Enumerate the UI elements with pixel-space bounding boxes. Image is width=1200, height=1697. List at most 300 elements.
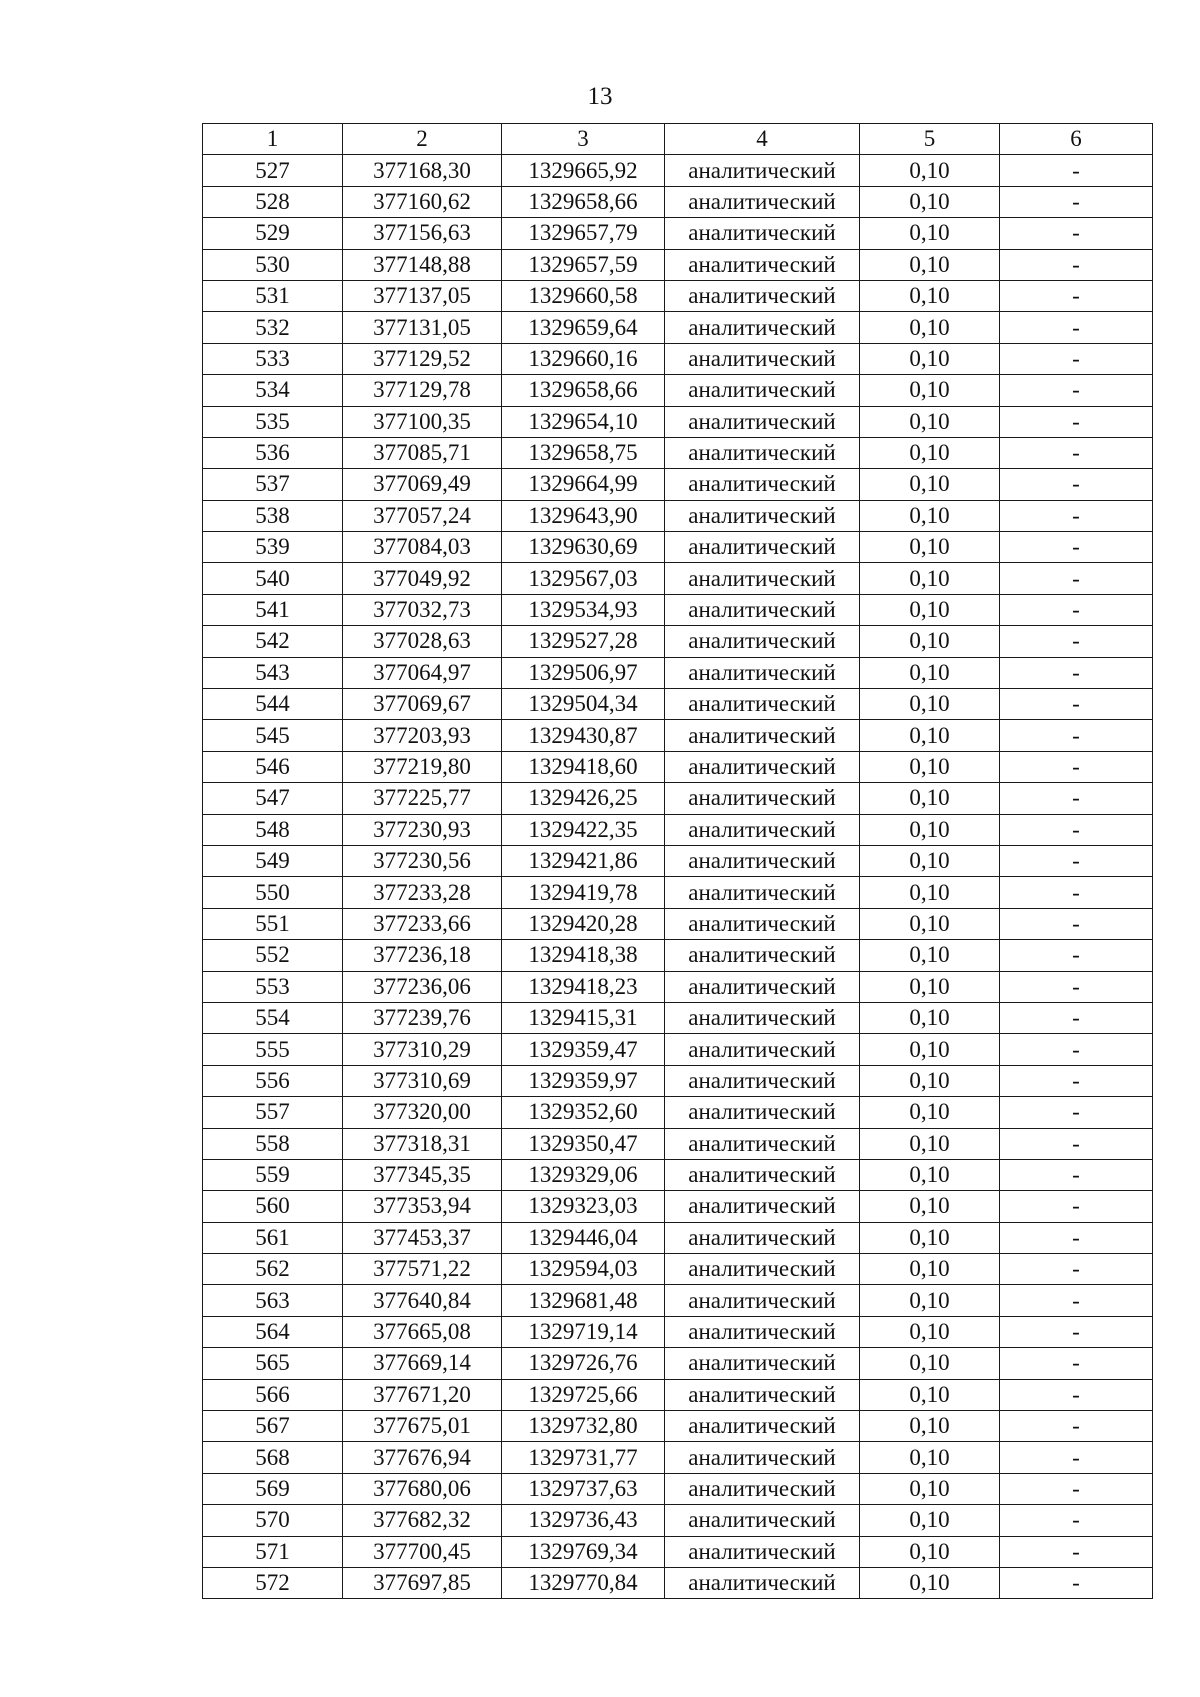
- x-coordinate-cell: 377236,06: [343, 971, 502, 1002]
- note-cell: -: [1000, 375, 1153, 406]
- table-row: [203, 1411, 1153, 1442]
- y-coordinate-cell: 1329418,60: [502, 751, 665, 782]
- y-coordinate-cell: 1329659,64: [502, 312, 665, 343]
- point-number-cell: 548: [203, 814, 343, 845]
- accuracy-cell: 0,10: [860, 971, 1000, 1002]
- note-cell: -: [1000, 783, 1153, 814]
- y-coordinate-cell: 1329430,87: [502, 720, 665, 751]
- method-cell: аналитический: [665, 657, 860, 688]
- note-cell: -: [1000, 1065, 1153, 1096]
- method-cell: аналитический: [665, 1348, 860, 1379]
- x-coordinate-cell: 377353,94: [343, 1191, 502, 1222]
- table-row: [203, 1536, 1153, 1567]
- x-coordinate-cell: 377069,67: [343, 689, 502, 720]
- note-cell: -: [1000, 1442, 1153, 1473]
- y-coordinate-cell: 1329725,66: [502, 1379, 665, 1410]
- y-coordinate-cell: 1329352,60: [502, 1097, 665, 1128]
- y-coordinate-cell: 1329732,80: [502, 1411, 665, 1442]
- table-row: [203, 1159, 1153, 1190]
- x-coordinate-cell: 377239,76: [343, 1002, 502, 1033]
- method-cell: аналитический: [665, 532, 860, 563]
- y-coordinate-cell: 1329657,59: [502, 249, 665, 280]
- method-cell: аналитический: [665, 469, 860, 500]
- table-row: [203, 1473, 1153, 1504]
- method-cell: аналитический: [665, 689, 860, 720]
- x-coordinate-cell: 377676,94: [343, 1442, 502, 1473]
- method-cell: аналитический: [665, 1097, 860, 1128]
- x-coordinate-cell: 377225,77: [343, 783, 502, 814]
- table-row: [203, 406, 1153, 437]
- accuracy-cell: 0,10: [860, 1097, 1000, 1128]
- note-cell: -: [1000, 532, 1153, 563]
- y-coordinate-cell: 1329658,75: [502, 437, 665, 468]
- table-row: [203, 500, 1153, 531]
- x-coordinate-cell: 377310,69: [343, 1065, 502, 1096]
- y-coordinate-cell: 1329719,14: [502, 1316, 665, 1347]
- point-number-cell: 559: [203, 1159, 343, 1190]
- accuracy-cell: 0,10: [860, 783, 1000, 814]
- method-cell: аналитический: [665, 720, 860, 751]
- note-cell: -: [1000, 186, 1153, 217]
- note-cell: -: [1000, 1002, 1153, 1033]
- accuracy-cell: 0,10: [860, 940, 1000, 971]
- point-number-cell: 558: [203, 1128, 343, 1159]
- note-cell: -: [1000, 594, 1153, 625]
- column-header: 6: [1000, 124, 1153, 155]
- note-cell: -: [1000, 563, 1153, 594]
- accuracy-cell: 0,10: [860, 720, 1000, 751]
- method-cell: аналитический: [665, 312, 860, 343]
- accuracy-cell: 0,10: [860, 1254, 1000, 1285]
- x-coordinate-cell: 377671,20: [343, 1379, 502, 1410]
- accuracy-cell: 0,10: [860, 1128, 1000, 1159]
- table-row: [203, 1442, 1153, 1473]
- table-row: [203, 1348, 1153, 1379]
- method-cell: аналитический: [665, 1254, 860, 1285]
- table-row: [203, 1316, 1153, 1347]
- point-number-cell: 547: [203, 783, 343, 814]
- x-coordinate-cell: 377669,14: [343, 1348, 502, 1379]
- table-row: [203, 751, 1153, 782]
- point-number-cell: 538: [203, 500, 343, 531]
- note-cell: -: [1000, 1128, 1153, 1159]
- note-cell: -: [1000, 814, 1153, 845]
- page-number: 13: [587, 83, 613, 110]
- accuracy-cell: 0,10: [860, 312, 1000, 343]
- x-coordinate-cell: 377100,35: [343, 406, 502, 437]
- x-coordinate-cell: 377640,84: [343, 1285, 502, 1316]
- point-number-cell: 527: [203, 155, 343, 186]
- x-coordinate-cell: 377310,29: [343, 1034, 502, 1065]
- accuracy-cell: 0,10: [860, 1034, 1000, 1065]
- accuracy-cell: 0,10: [860, 218, 1000, 249]
- point-number-cell: 554: [203, 1002, 343, 1033]
- x-coordinate-cell: 377203,93: [343, 720, 502, 751]
- method-cell: аналитический: [665, 343, 860, 374]
- note-cell: -: [1000, 500, 1153, 531]
- note-cell: -: [1000, 1348, 1153, 1379]
- x-coordinate-cell: 377675,01: [343, 1411, 502, 1442]
- accuracy-cell: 0,10: [860, 1411, 1000, 1442]
- column-header: 5: [860, 124, 1000, 155]
- point-number-cell: 570: [203, 1505, 343, 1536]
- y-coordinate-cell: 1329654,10: [502, 406, 665, 437]
- method-cell: аналитический: [665, 186, 860, 217]
- x-coordinate-cell: 377571,22: [343, 1254, 502, 1285]
- y-coordinate-cell: 1329359,47: [502, 1034, 665, 1065]
- point-number-cell: 553: [203, 971, 343, 1002]
- table-row: [203, 532, 1153, 563]
- y-coordinate-cell: 1329426,25: [502, 783, 665, 814]
- note-cell: -: [1000, 845, 1153, 876]
- point-number-cell: 530: [203, 249, 343, 280]
- y-coordinate-cell: 1329731,77: [502, 1442, 665, 1473]
- y-coordinate-cell: 1329421,86: [502, 845, 665, 876]
- accuracy-cell: 0,10: [860, 469, 1000, 500]
- table-row: [203, 155, 1153, 186]
- method-cell: аналитический: [665, 1034, 860, 1065]
- y-coordinate-cell: 1329665,92: [502, 155, 665, 186]
- table-row: [203, 375, 1153, 406]
- x-coordinate-cell: 377230,56: [343, 845, 502, 876]
- table-row: [203, 908, 1153, 939]
- note-cell: -: [1000, 312, 1153, 343]
- note-cell: -: [1000, 1411, 1153, 1442]
- table-row: [203, 1065, 1153, 1096]
- x-coordinate-cell: 377137,05: [343, 280, 502, 311]
- accuracy-cell: 0,10: [860, 1159, 1000, 1190]
- x-coordinate-cell: 377345,35: [343, 1159, 502, 1190]
- table-row: [203, 971, 1153, 1002]
- table-row: [203, 783, 1153, 814]
- accuracy-cell: 0,10: [860, 1002, 1000, 1033]
- y-coordinate-cell: 1329681,48: [502, 1285, 665, 1316]
- table-row: [203, 280, 1153, 311]
- accuracy-cell: 0,10: [860, 500, 1000, 531]
- accuracy-cell: 0,10: [860, 280, 1000, 311]
- y-coordinate-cell: 1329446,04: [502, 1222, 665, 1253]
- y-coordinate-cell: 1329658,66: [502, 375, 665, 406]
- method-cell: аналитический: [665, 406, 860, 437]
- x-coordinate-cell: 377057,24: [343, 500, 502, 531]
- note-cell: -: [1000, 908, 1153, 939]
- table-body: [203, 155, 1153, 1599]
- note-cell: -: [1000, 1379, 1153, 1410]
- y-coordinate-cell: 1329736,43: [502, 1505, 665, 1536]
- accuracy-cell: 0,10: [860, 1473, 1000, 1504]
- table-row: [203, 626, 1153, 657]
- table-header-row: [203, 124, 1153, 155]
- x-coordinate-cell: 377682,32: [343, 1505, 502, 1536]
- method-cell: аналитический: [665, 1159, 860, 1190]
- y-coordinate-cell: 1329660,58: [502, 280, 665, 311]
- x-coordinate-cell: 377219,80: [343, 751, 502, 782]
- point-number-cell: 561: [203, 1222, 343, 1253]
- note-cell: -: [1000, 1473, 1153, 1504]
- accuracy-cell: 0,10: [860, 751, 1000, 782]
- point-number-cell: 542: [203, 626, 343, 657]
- y-coordinate-cell: 1329657,79: [502, 218, 665, 249]
- point-number-cell: 543: [203, 657, 343, 688]
- accuracy-cell: 0,10: [860, 594, 1000, 625]
- point-number-cell: 529: [203, 218, 343, 249]
- y-coordinate-cell: 1329418,23: [502, 971, 665, 1002]
- note-cell: -: [1000, 1097, 1153, 1128]
- note-cell: -: [1000, 406, 1153, 437]
- note-cell: -: [1000, 751, 1153, 782]
- table-row: [203, 689, 1153, 720]
- accuracy-cell: 0,10: [860, 1316, 1000, 1347]
- accuracy-cell: 0,10: [860, 406, 1000, 437]
- method-cell: аналитический: [665, 375, 860, 406]
- table-row: [203, 1002, 1153, 1033]
- note-cell: -: [1000, 1254, 1153, 1285]
- y-coordinate-cell: 1329419,78: [502, 877, 665, 908]
- table-row: [203, 1505, 1153, 1536]
- point-number-cell: 550: [203, 877, 343, 908]
- note-cell: -: [1000, 689, 1153, 720]
- y-coordinate-cell: 1329534,93: [502, 594, 665, 625]
- x-coordinate-cell: 377156,63: [343, 218, 502, 249]
- table-row: [203, 720, 1153, 751]
- x-coordinate-cell: 377084,03: [343, 532, 502, 563]
- accuracy-cell: 0,10: [860, 908, 1000, 939]
- accuracy-cell: 0,10: [860, 877, 1000, 908]
- x-coordinate-cell: 377085,71: [343, 437, 502, 468]
- note-cell: -: [1000, 1567, 1153, 1598]
- point-number-cell: 552: [203, 940, 343, 971]
- table-row: [203, 814, 1153, 845]
- point-number-cell: 564: [203, 1316, 343, 1347]
- table-row: [203, 1254, 1153, 1285]
- accuracy-cell: 0,10: [860, 563, 1000, 594]
- note-cell: -: [1000, 657, 1153, 688]
- table-row: [203, 218, 1153, 249]
- y-coordinate-cell: 1329737,63: [502, 1473, 665, 1504]
- method-cell: аналитический: [665, 218, 860, 249]
- y-coordinate-cell: 1329422,35: [502, 814, 665, 845]
- method-cell: аналитический: [665, 1128, 860, 1159]
- method-cell: аналитический: [665, 814, 860, 845]
- y-coordinate-cell: 1329420,28: [502, 908, 665, 939]
- accuracy-cell: 0,10: [860, 437, 1000, 468]
- note-cell: -: [1000, 249, 1153, 280]
- point-number-cell: 533: [203, 343, 343, 374]
- point-number-cell: 546: [203, 751, 343, 782]
- method-cell: аналитический: [665, 1222, 860, 1253]
- table-row: [203, 437, 1153, 468]
- y-coordinate-cell: 1329506,97: [502, 657, 665, 688]
- point-number-cell: 541: [203, 594, 343, 625]
- x-coordinate-cell: 377233,66: [343, 908, 502, 939]
- y-coordinate-cell: 1329350,47: [502, 1128, 665, 1159]
- point-number-cell: 535: [203, 406, 343, 437]
- x-coordinate-cell: 377665,08: [343, 1316, 502, 1347]
- table-row: [203, 343, 1153, 374]
- column-header: 1: [203, 124, 343, 155]
- point-number-cell: 557: [203, 1097, 343, 1128]
- x-coordinate-cell: 377131,05: [343, 312, 502, 343]
- coordinates-table: [202, 123, 1153, 1599]
- note-cell: -: [1000, 155, 1153, 186]
- method-cell: аналитический: [665, 1002, 860, 1033]
- y-coordinate-cell: 1329567,03: [502, 563, 665, 594]
- table-row: [203, 469, 1153, 500]
- table-row: [203, 1285, 1153, 1316]
- y-coordinate-cell: 1329726,76: [502, 1348, 665, 1379]
- accuracy-cell: 0,10: [860, 657, 1000, 688]
- accuracy-cell: 0,10: [860, 1536, 1000, 1567]
- method-cell: аналитический: [665, 1065, 860, 1096]
- y-coordinate-cell: 1329415,31: [502, 1002, 665, 1033]
- method-cell: аналитический: [665, 845, 860, 876]
- x-coordinate-cell: 377069,49: [343, 469, 502, 500]
- point-number-cell: 549: [203, 845, 343, 876]
- method-cell: аналитический: [665, 437, 860, 468]
- x-coordinate-cell: 377680,06: [343, 1473, 502, 1504]
- y-coordinate-cell: 1329664,99: [502, 469, 665, 500]
- method-cell: аналитический: [665, 500, 860, 531]
- x-coordinate-cell: 377148,88: [343, 249, 502, 280]
- point-number-cell: 540: [203, 563, 343, 594]
- table-row: [203, 249, 1153, 280]
- y-coordinate-cell: 1329359,97: [502, 1065, 665, 1096]
- method-cell: аналитический: [665, 1379, 860, 1410]
- method-cell: аналитический: [665, 1285, 860, 1316]
- y-coordinate-cell: 1329527,28: [502, 626, 665, 657]
- x-coordinate-cell: 377168,30: [343, 155, 502, 186]
- note-cell: -: [1000, 343, 1153, 374]
- x-coordinate-cell: 377032,73: [343, 594, 502, 625]
- method-cell: аналитический: [665, 1316, 860, 1347]
- method-cell: аналитический: [665, 1473, 860, 1504]
- method-cell: аналитический: [665, 1536, 860, 1567]
- point-number-cell: 531: [203, 280, 343, 311]
- note-cell: -: [1000, 437, 1153, 468]
- column-header: 3: [502, 124, 665, 155]
- point-number-cell: 560: [203, 1191, 343, 1222]
- x-coordinate-cell: 377160,62: [343, 186, 502, 217]
- accuracy-cell: 0,10: [860, 249, 1000, 280]
- table-row: [203, 845, 1153, 876]
- y-coordinate-cell: 1329323,03: [502, 1191, 665, 1222]
- y-coordinate-cell: 1329418,38: [502, 940, 665, 971]
- method-cell: аналитический: [665, 155, 860, 186]
- note-cell: -: [1000, 218, 1153, 249]
- method-cell: аналитический: [665, 1567, 860, 1598]
- method-cell: аналитический: [665, 594, 860, 625]
- point-number-cell: 572: [203, 1567, 343, 1598]
- point-number-cell: 537: [203, 469, 343, 500]
- point-number-cell: 567: [203, 1411, 343, 1442]
- point-number-cell: 565: [203, 1348, 343, 1379]
- x-coordinate-cell: 377129,78: [343, 375, 502, 406]
- table-row: [203, 312, 1153, 343]
- note-cell: -: [1000, 940, 1153, 971]
- method-cell: аналитический: [665, 1411, 860, 1442]
- accuracy-cell: 0,10: [860, 626, 1000, 657]
- point-number-cell: 539: [203, 532, 343, 563]
- accuracy-cell: 0,10: [860, 375, 1000, 406]
- point-number-cell: 528: [203, 186, 343, 217]
- accuracy-cell: 0,10: [860, 845, 1000, 876]
- method-cell: аналитический: [665, 908, 860, 939]
- table-row: [203, 1097, 1153, 1128]
- note-cell: -: [1000, 1191, 1153, 1222]
- point-number-cell: 544: [203, 689, 343, 720]
- table-row: [203, 1222, 1153, 1253]
- x-coordinate-cell: 377700,45: [343, 1536, 502, 1567]
- accuracy-cell: 0,10: [860, 1065, 1000, 1096]
- y-coordinate-cell: 1329770,84: [502, 1567, 665, 1598]
- note-cell: -: [1000, 280, 1153, 311]
- point-number-cell: 536: [203, 437, 343, 468]
- y-coordinate-cell: 1329630,69: [502, 532, 665, 563]
- table-row: [203, 1128, 1153, 1159]
- accuracy-cell: 0,10: [860, 814, 1000, 845]
- point-number-cell: 569: [203, 1473, 343, 1504]
- point-number-cell: 534: [203, 375, 343, 406]
- method-cell: аналитический: [665, 971, 860, 1002]
- method-cell: аналитический: [665, 751, 860, 782]
- note-cell: -: [1000, 720, 1153, 751]
- method-cell: аналитический: [665, 940, 860, 971]
- accuracy-cell: 0,10: [860, 532, 1000, 563]
- column-header: 4: [665, 124, 860, 155]
- x-coordinate-cell: 377320,00: [343, 1097, 502, 1128]
- y-coordinate-cell: 1329594,03: [502, 1254, 665, 1285]
- x-coordinate-cell: 377236,18: [343, 940, 502, 971]
- x-coordinate-cell: 377230,93: [343, 814, 502, 845]
- method-cell: аналитический: [665, 877, 860, 908]
- note-cell: -: [1000, 1505, 1153, 1536]
- table-row: [203, 563, 1153, 594]
- point-number-cell: 555: [203, 1034, 343, 1065]
- table-row: [203, 1191, 1153, 1222]
- x-coordinate-cell: 377233,28: [343, 877, 502, 908]
- accuracy-cell: 0,10: [860, 1191, 1000, 1222]
- point-number-cell: 571: [203, 1536, 343, 1567]
- point-number-cell: 545: [203, 720, 343, 751]
- note-cell: -: [1000, 1034, 1153, 1065]
- accuracy-cell: 0,10: [860, 1505, 1000, 1536]
- accuracy-cell: 0,10: [860, 1567, 1000, 1598]
- table-row: [203, 940, 1153, 971]
- accuracy-cell: 0,10: [860, 1285, 1000, 1316]
- x-coordinate-cell: 377453,37: [343, 1222, 502, 1253]
- point-number-cell: 568: [203, 1442, 343, 1473]
- method-cell: аналитический: [665, 626, 860, 657]
- y-coordinate-cell: 1329329,06: [502, 1159, 665, 1190]
- note-cell: -: [1000, 877, 1153, 908]
- accuracy-cell: 0,10: [860, 155, 1000, 186]
- method-cell: аналитический: [665, 1191, 860, 1222]
- accuracy-cell: 0,10: [860, 343, 1000, 374]
- method-cell: аналитический: [665, 563, 860, 594]
- note-cell: -: [1000, 1285, 1153, 1316]
- method-cell: аналитический: [665, 1505, 860, 1536]
- point-number-cell: 562: [203, 1254, 343, 1285]
- x-coordinate-cell: 377049,92: [343, 563, 502, 594]
- accuracy-cell: 0,10: [860, 1348, 1000, 1379]
- table-row: [203, 657, 1153, 688]
- table-row: [203, 594, 1153, 625]
- method-cell: аналитический: [665, 280, 860, 311]
- point-number-cell: 551: [203, 908, 343, 939]
- y-coordinate-cell: 1329658,66: [502, 186, 665, 217]
- y-coordinate-cell: 1329643,90: [502, 500, 665, 531]
- accuracy-cell: 0,10: [860, 689, 1000, 720]
